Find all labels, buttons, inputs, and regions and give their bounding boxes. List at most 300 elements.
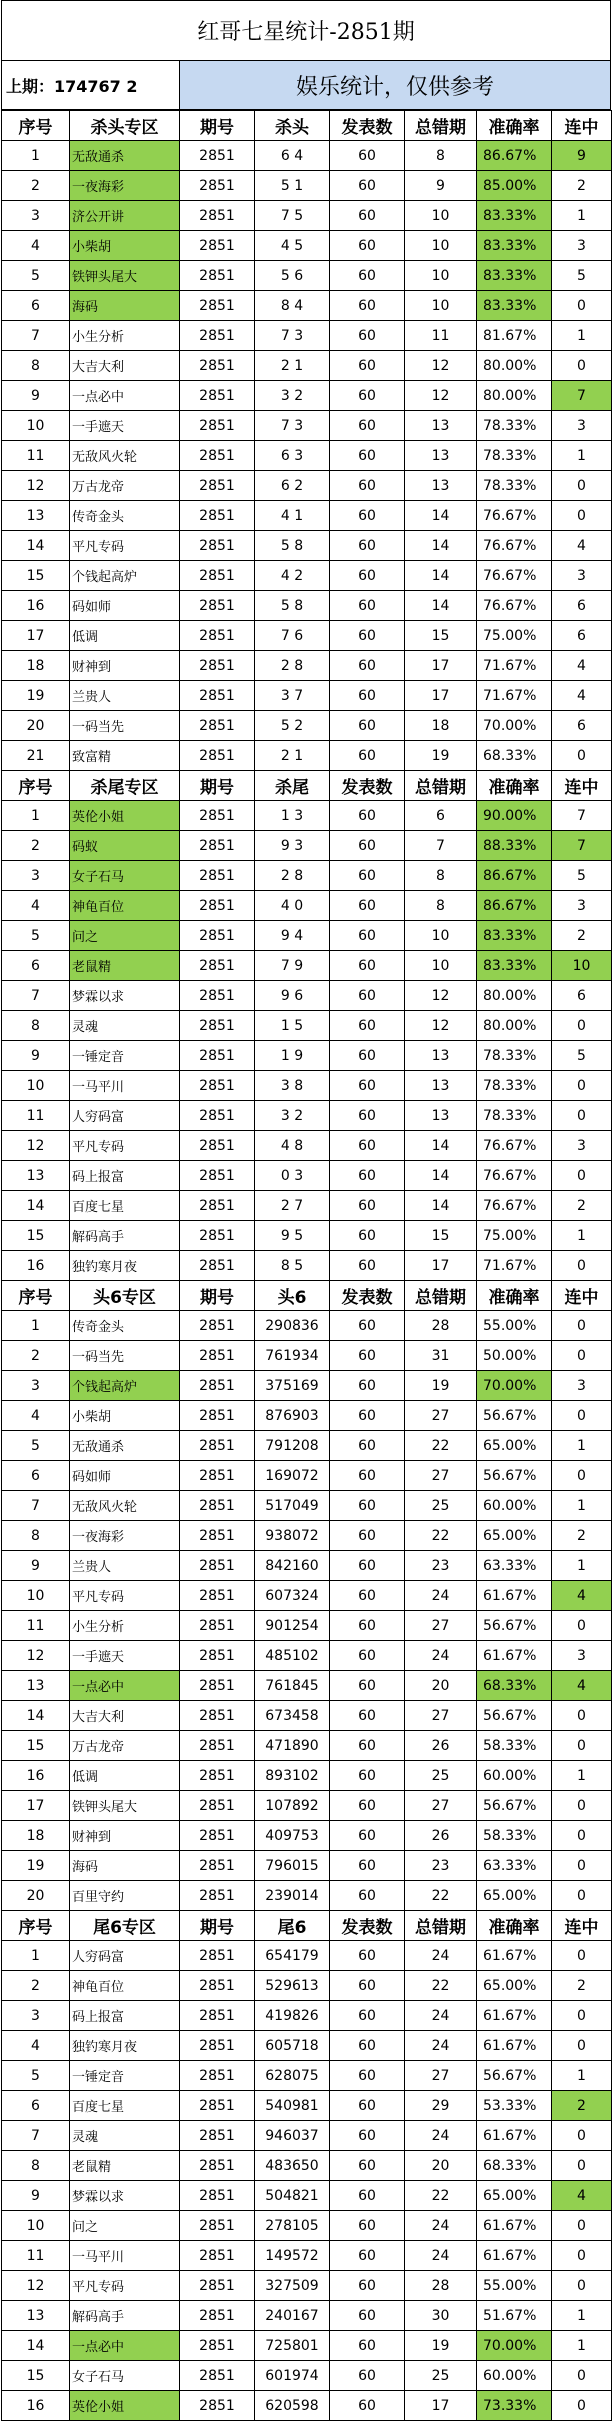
win-streak: 0 — [552, 1701, 612, 1731]
total-errors: 9 — [405, 171, 477, 201]
accuracy-rate: 68.33% — [477, 1671, 552, 1701]
row-number: 16 — [2, 1761, 70, 1791]
published-count: 60 — [330, 711, 405, 741]
total-errors: 12 — [405, 981, 477, 1011]
accuracy-rate: 61.67% — [477, 1581, 552, 1611]
table-row — [2, 2331, 612, 2361]
period-cell: 2851 — [180, 1221, 255, 1251]
published-count: 60 — [330, 141, 405, 171]
no-header: 序号 — [2, 1281, 70, 1311]
published-count: 60 — [330, 1251, 405, 1281]
section-header-row — [2, 111, 612, 141]
win-streak: 0 — [552, 291, 612, 321]
total-errors: 14 — [405, 531, 477, 561]
row-number: 9 — [2, 1041, 70, 1071]
published-count: 60 — [330, 1731, 405, 1761]
row-number: 6 — [2, 1461, 70, 1491]
table-row — [2, 1011, 612, 1041]
table-row — [2, 1821, 612, 1851]
prediction-value: 4 2 — [255, 561, 330, 591]
prediction-value: 2 1 — [255, 741, 330, 771]
win-streak: 7 — [552, 801, 612, 831]
win-streak: 0 — [552, 1611, 612, 1641]
period-cell: 2851 — [180, 171, 255, 201]
predictor-name: 英伦小姐 — [70, 2391, 180, 2421]
table-row — [2, 321, 612, 351]
table-row — [2, 201, 612, 231]
count-header: 发表数 — [330, 771, 405, 801]
total-errors: 22 — [405, 1971, 477, 2001]
total-errors: 8 — [405, 141, 477, 171]
win-streak: 6 — [552, 981, 612, 1011]
prediction-value: 796015 — [255, 1851, 330, 1881]
table-row — [2, 2271, 612, 2301]
total-errors: 11 — [405, 321, 477, 351]
total-errors: 26 — [405, 1821, 477, 1851]
accuracy-rate: 78.33% — [477, 1041, 552, 1071]
prediction-value: 169072 — [255, 1461, 330, 1491]
predictor-name: 女子石马 — [70, 2361, 180, 2391]
total-errors: 27 — [405, 1701, 477, 1731]
predictor-name: 码上报富 — [70, 1161, 180, 1191]
prediction-value: 620598 — [255, 2391, 330, 2421]
win-streak: 0 — [552, 471, 612, 501]
period-cell: 2851 — [180, 1941, 255, 1971]
predictor-name: 传奇金头 — [70, 1311, 180, 1341]
predictor-name: 码如师 — [70, 591, 180, 621]
row-number: 20 — [2, 1881, 70, 1911]
prediction-value: 375169 — [255, 1371, 330, 1401]
table-row — [2, 1971, 612, 2001]
period-cell: 2851 — [180, 2151, 255, 2181]
table-row — [2, 681, 612, 711]
row-number: 13 — [2, 501, 70, 531]
table-row — [2, 561, 612, 591]
table-row — [2, 2301, 612, 2331]
accuracy-rate: 83.33% — [477, 261, 552, 291]
win-streak: 0 — [552, 1941, 612, 1971]
table-row — [2, 351, 612, 381]
table-row — [2, 1311, 612, 1341]
row-number: 11 — [2, 441, 70, 471]
total-errors: 22 — [405, 1431, 477, 1461]
table-row — [2, 891, 612, 921]
row-number: 11 — [2, 1611, 70, 1641]
period-cell: 2851 — [180, 501, 255, 531]
published-count: 60 — [330, 1191, 405, 1221]
win-streak: 0 — [552, 1731, 612, 1761]
prediction-value: 6 2 — [255, 471, 330, 501]
table-row — [2, 591, 612, 621]
total-errors: 7 — [405, 831, 477, 861]
win-streak: 1 — [552, 2301, 612, 2331]
win-streak: 4 — [552, 1671, 612, 1701]
total-errors: 24 — [405, 2001, 477, 2031]
period-cell: 2851 — [180, 2031, 255, 2061]
accuracy-rate: 90.00% — [477, 801, 552, 831]
prediction-value: 239014 — [255, 1881, 330, 1911]
row-number: 14 — [2, 531, 70, 561]
accuracy-rate: 80.00% — [477, 351, 552, 381]
accuracy-rate: 68.33% — [477, 741, 552, 771]
table-row — [2, 1701, 612, 1731]
predictor-name: 神龟百位 — [70, 891, 180, 921]
published-count: 60 — [330, 1521, 405, 1551]
accuracy-rate: 65.00% — [477, 2181, 552, 2211]
period-cell: 2851 — [180, 2061, 255, 2091]
table-row — [2, 1341, 612, 1371]
published-count: 60 — [330, 1011, 405, 1041]
accuracy-rate: 56.67% — [477, 2061, 552, 2091]
total-errors: 8 — [405, 861, 477, 891]
predictor-name: 平凡专码 — [70, 1131, 180, 1161]
predictor-name: 解码高手 — [70, 2301, 180, 2331]
prediction-value: 504821 — [255, 2181, 330, 2211]
table-row — [2, 171, 612, 201]
table-row — [2, 1731, 612, 1761]
predictor-name: 一点必中 — [70, 381, 180, 411]
total-errors: 19 — [405, 2331, 477, 2361]
streak-header: 连中 — [552, 111, 612, 141]
period-cell: 2851 — [180, 891, 255, 921]
table-row — [2, 711, 612, 741]
accuracy-rate: 86.67% — [477, 141, 552, 171]
table-row — [2, 921, 612, 951]
row-number: 2 — [2, 1971, 70, 2001]
accuracy-rate: 76.67% — [477, 1161, 552, 1191]
accuracy-rate: 61.67% — [477, 2211, 552, 2241]
total-errors: 17 — [405, 681, 477, 711]
predictor-name: 独钓寒月夜 — [70, 2031, 180, 2061]
published-count: 60 — [330, 1371, 405, 1401]
table-row — [2, 861, 612, 891]
predictor-name: 无敌风火轮 — [70, 1491, 180, 1521]
published-count: 60 — [330, 261, 405, 291]
row-number: 1 — [2, 1311, 70, 1341]
zone-header: 尾6专区 — [70, 1911, 180, 1941]
table-row — [2, 1401, 612, 1431]
prediction-value: 1 9 — [255, 1041, 330, 1071]
predictor-name: 传奇金头 — [70, 501, 180, 531]
predictor-name: 济公开讲 — [70, 201, 180, 231]
row-number: 2 — [2, 1341, 70, 1371]
prediction-value: 654179 — [255, 1941, 330, 1971]
published-count: 60 — [330, 1761, 405, 1791]
prediction-value: 471890 — [255, 1731, 330, 1761]
accuracy-rate: 61.67% — [477, 1641, 552, 1671]
predictor-name: 梦霖以求 — [70, 2181, 180, 2211]
prediction-value: 4 8 — [255, 1131, 330, 1161]
predictor-name: 致富精 — [70, 741, 180, 771]
predictor-name: 人穷码富 — [70, 1101, 180, 1131]
prediction-value: 5 1 — [255, 171, 330, 201]
accuracy-rate: 56.67% — [477, 1401, 552, 1431]
win-streak: 0 — [552, 1821, 612, 1851]
predictor-name: 独钓寒月夜 — [70, 1251, 180, 1281]
win-streak: 2 — [552, 1971, 612, 2001]
total-errors: 14 — [405, 1161, 477, 1191]
no-header: 序号 — [2, 771, 70, 801]
win-streak: 6 — [552, 711, 612, 741]
total-errors: 19 — [405, 741, 477, 771]
accuracy-rate: 83.33% — [477, 201, 552, 231]
predictor-name: 小柴胡 — [70, 1401, 180, 1431]
previous-result: 上期：174767 2 — [2, 61, 180, 109]
published-count: 60 — [330, 681, 405, 711]
predictor-name: 个钱起高炉 — [70, 561, 180, 591]
period-cell: 2851 — [180, 1731, 255, 1761]
total-errors: 24 — [405, 2211, 477, 2241]
total-errors: 28 — [405, 2271, 477, 2301]
row-number: 12 — [2, 1131, 70, 1161]
win-streak: 0 — [552, 1071, 612, 1101]
total-errors: 27 — [405, 1401, 477, 1431]
accuracy-rate: 75.00% — [477, 1221, 552, 1251]
row-number: 6 — [2, 2091, 70, 2121]
period-header: 期号 — [180, 1281, 255, 1311]
prediction-value: 6 3 — [255, 441, 330, 471]
predictor-name: 百度七星 — [70, 1191, 180, 1221]
accuracy-rate: 60.00% — [477, 1761, 552, 1791]
accuracy-rate: 83.33% — [477, 231, 552, 261]
published-count: 60 — [330, 1071, 405, 1101]
published-count: 60 — [330, 591, 405, 621]
accuracy-rate: 65.00% — [477, 1881, 552, 1911]
predictor-name: 一手遮天 — [70, 1641, 180, 1671]
accuracy-rate: 80.00% — [477, 381, 552, 411]
predictor-name: 灵魂 — [70, 2121, 180, 2151]
published-count: 60 — [330, 1641, 405, 1671]
accuracy-rate: 56.67% — [477, 1611, 552, 1641]
period-cell: 2851 — [180, 711, 255, 741]
win-streak: 1 — [552, 1551, 612, 1581]
accuracy-rate: 80.00% — [477, 981, 552, 1011]
win-streak: 0 — [552, 1311, 612, 1341]
win-streak: 1 — [552, 201, 612, 231]
published-count: 60 — [330, 741, 405, 771]
value-header: 杀尾 — [255, 771, 330, 801]
table-row — [2, 951, 612, 981]
row-number: 12 — [2, 1641, 70, 1671]
row-number: 4 — [2, 2031, 70, 2061]
period-header: 期号 — [180, 111, 255, 141]
prediction-value: 240167 — [255, 2301, 330, 2331]
accuracy-rate: 61.67% — [477, 2031, 552, 2061]
win-streak: 1 — [552, 2331, 612, 2361]
total-errors: 25 — [405, 1491, 477, 1521]
errors-header: 总错期 — [405, 1911, 477, 1941]
total-errors: 27 — [405, 1791, 477, 1821]
predictor-name: 梦霖以求 — [70, 981, 180, 1011]
period-cell: 2851 — [180, 1371, 255, 1401]
prediction-value: 5 6 — [255, 261, 330, 291]
predictor-name: 低调 — [70, 1761, 180, 1791]
published-count: 60 — [330, 1221, 405, 1251]
entertainment-banner: 娱乐统计，仅供参考 — [180, 61, 610, 109]
total-errors: 10 — [405, 951, 477, 981]
predictor-name: 平凡专码 — [70, 2271, 180, 2301]
period-cell: 2851 — [180, 1071, 255, 1101]
published-count: 60 — [330, 291, 405, 321]
total-errors: 13 — [405, 1041, 477, 1071]
table-row — [2, 291, 612, 321]
table-row — [2, 2391, 612, 2421]
period-cell: 2851 — [180, 441, 255, 471]
prediction-value: 278105 — [255, 2211, 330, 2241]
total-errors: 14 — [405, 1191, 477, 1221]
section-header-row — [2, 771, 612, 801]
prediction-value: 5 8 — [255, 531, 330, 561]
accuracy-rate: 76.67% — [477, 501, 552, 531]
period-cell: 2851 — [180, 1971, 255, 2001]
win-streak: 6 — [552, 621, 612, 651]
no-header: 序号 — [2, 111, 70, 141]
prediction-value: 409753 — [255, 1821, 330, 1851]
accuracy-rate: 56.67% — [477, 1791, 552, 1821]
period-cell: 2851 — [180, 1611, 255, 1641]
row-number: 2 — [2, 831, 70, 861]
period-cell: 2851 — [180, 1671, 255, 1701]
accuracy-rate: 63.33% — [477, 1851, 552, 1881]
published-count: 60 — [330, 2121, 405, 2151]
win-streak: 4 — [552, 531, 612, 561]
period-cell: 2851 — [180, 1161, 255, 1191]
table-row — [2, 2091, 612, 2121]
row-number: 3 — [2, 201, 70, 231]
row-number: 4 — [2, 231, 70, 261]
table-row — [2, 1581, 612, 1611]
period-cell: 2851 — [180, 2271, 255, 2301]
subtitle-bar — [1, 61, 611, 110]
period-cell: 2851 — [180, 2181, 255, 2211]
predictor-name: 小柴胡 — [70, 231, 180, 261]
published-count: 60 — [330, 921, 405, 951]
prediction-value: 327509 — [255, 2271, 330, 2301]
period-cell: 2851 — [180, 1491, 255, 1521]
accuracy-rate: 61.67% — [477, 2121, 552, 2151]
accuracy-rate: 80.00% — [477, 1011, 552, 1041]
total-errors: 23 — [405, 1551, 477, 1581]
prediction-value: 2 1 — [255, 351, 330, 381]
period-cell: 2851 — [180, 1341, 255, 1371]
win-streak: 1 — [552, 1221, 612, 1251]
win-streak: 0 — [552, 1401, 612, 1431]
period-cell: 2851 — [180, 1881, 255, 1911]
published-count: 60 — [330, 1491, 405, 1521]
published-count: 60 — [330, 531, 405, 561]
published-count: 60 — [330, 801, 405, 831]
predictor-name: 人穷码富 — [70, 1941, 180, 1971]
published-count: 60 — [330, 861, 405, 891]
predictor-name: 一锤定音 — [70, 2061, 180, 2091]
published-count: 60 — [330, 1881, 405, 1911]
predictor-name: 海码 — [70, 1851, 180, 1881]
table-row — [2, 441, 612, 471]
row-number: 7 — [2, 1491, 70, 1521]
prediction-value: 3 2 — [255, 381, 330, 411]
streak-header: 连中 — [552, 1911, 612, 1941]
predictor-name: 个钱起高炉 — [70, 1371, 180, 1401]
period-cell: 2851 — [180, 231, 255, 261]
value-header: 杀头 — [255, 111, 330, 141]
accuracy-rate: 78.33% — [477, 1071, 552, 1101]
prediction-value: 8 4 — [255, 291, 330, 321]
published-count: 60 — [330, 1941, 405, 1971]
predictor-name: 小生分析 — [70, 1611, 180, 1641]
predictor-name: 兰贵人 — [70, 1551, 180, 1581]
total-errors: 10 — [405, 201, 477, 231]
total-errors: 30 — [405, 2301, 477, 2331]
win-streak: 0 — [552, 1011, 612, 1041]
table-row — [2, 411, 612, 441]
predictor-name: 一夜海彩 — [70, 171, 180, 201]
prediction-value: 7 5 — [255, 201, 330, 231]
win-streak: 0 — [552, 2241, 612, 2271]
published-count: 60 — [330, 831, 405, 861]
period-cell: 2851 — [180, 351, 255, 381]
published-count: 60 — [330, 321, 405, 351]
published-count: 60 — [330, 1161, 405, 1191]
prediction-value: 946037 — [255, 2121, 330, 2151]
table-row — [2, 1251, 612, 1281]
table-row — [2, 1461, 612, 1491]
prediction-value: 628075 — [255, 2061, 330, 2091]
published-count: 60 — [330, 2361, 405, 2391]
accuracy-rate: 58.33% — [477, 1731, 552, 1761]
table-row — [2, 1641, 612, 1671]
published-count: 60 — [330, 981, 405, 1011]
prediction-value: 2 8 — [255, 651, 330, 681]
predictor-name: 英伦小姐 — [70, 801, 180, 831]
prediction-value: 540981 — [255, 2091, 330, 2121]
prediction-value: 601974 — [255, 2361, 330, 2391]
predictor-name: 问之 — [70, 2211, 180, 2241]
table-row — [2, 1431, 612, 1461]
prediction-value: 7 6 — [255, 621, 330, 651]
predictor-name: 铁钾头尾大 — [70, 1791, 180, 1821]
count-header: 发表数 — [330, 1911, 405, 1941]
prediction-value: 2 7 — [255, 1191, 330, 1221]
win-streak: 0 — [552, 1791, 612, 1821]
total-errors: 27 — [405, 2061, 477, 2091]
streak-header: 连中 — [552, 1281, 612, 1311]
total-errors: 13 — [405, 1071, 477, 1101]
total-errors: 12 — [405, 381, 477, 411]
period-cell: 2851 — [180, 1551, 255, 1581]
table-row — [2, 1761, 612, 1791]
prediction-value: 290836 — [255, 1311, 330, 1341]
table-row — [2, 2181, 612, 2211]
predictor-name: 神龟百位 — [70, 1971, 180, 2001]
win-streak: 0 — [552, 1101, 612, 1131]
row-number: 5 — [2, 1431, 70, 1461]
published-count: 60 — [330, 231, 405, 261]
period-cell: 2851 — [180, 1791, 255, 1821]
total-errors: 26 — [405, 1731, 477, 1761]
total-errors: 10 — [405, 921, 477, 951]
value-header: 头6 — [255, 1281, 330, 1311]
published-count: 60 — [330, 1041, 405, 1071]
predictor-name: 码上报富 — [70, 2001, 180, 2031]
win-streak: 0 — [552, 2001, 612, 2031]
win-streak: 0 — [552, 1341, 612, 1371]
win-streak: 2 — [552, 1521, 612, 1551]
published-count: 60 — [330, 2301, 405, 2331]
published-count: 60 — [330, 1821, 405, 1851]
accuracy-rate: 83.33% — [477, 921, 552, 951]
predictor-name: 问之 — [70, 921, 180, 951]
table-row — [2, 1881, 612, 1911]
